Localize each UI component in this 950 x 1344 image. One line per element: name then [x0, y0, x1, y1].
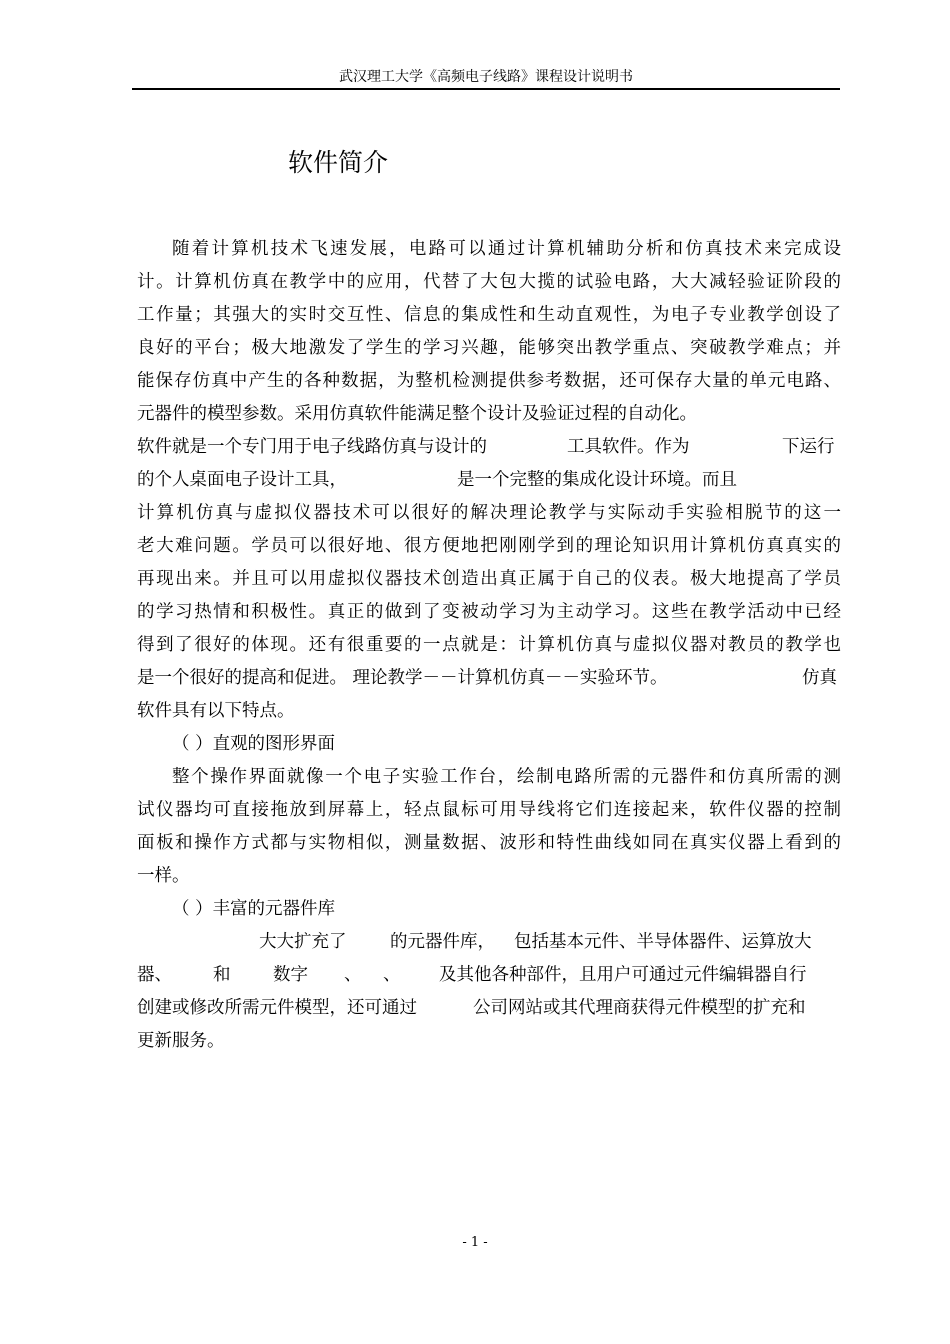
text-line: 老大难问题。学员可以很好地、很方便地把刚刚学到的理论知识用计算机仿真真实的: [137, 536, 841, 556]
text-line: 软件具有以下特点。: [137, 701, 295, 721]
text-line: 更新服务。: [137, 1031, 225, 1051]
text-segment: 数字: [273, 965, 308, 985]
text-line: 得到了很好的体现。还有很重要的一点就是：计算机仿真与虚拟仪器对教员的教学也: [137, 635, 841, 655]
text-line: 再现出来。并且可以用虚拟仪器技术创造出真正属于自己的仪表。极大地提高了学员: [137, 569, 841, 589]
text-line: 良好的平台；极大地激发了学生的学习兴趣，能够突出教学重点、突破教学难点；并: [137, 338, 841, 358]
text-segment: 大大扩充了: [259, 932, 347, 952]
text-line: 试仪器均可直接拖放到屏幕上，轻点鼠标可用导线将它们连接起来，软件仪器的控制: [137, 800, 841, 820]
text-segment: 的个人桌面电子设计工具，: [137, 470, 347, 490]
text-segment: 下运行: [782, 437, 835, 457]
text-line: [137, 926, 841, 959]
section-heading: （ ）直观的图形界面: [172, 734, 336, 754]
page-header: 武汉理工大学《高频电子线路》课程设计说明书: [132, 68, 840, 90]
page-title: 软件简介: [288, 148, 389, 177]
text-line: 面板和操作方式都与实物相似，测量数据、波形和特性曲线如同在真实仪器上看到的: [137, 833, 841, 853]
text-segment: 的元器件库，: [390, 932, 495, 952]
text-line: [137, 464, 841, 497]
text-segment: 和: [213, 965, 231, 985]
text-line: 计。计算机仿真在教学中的应用，代替了大包大揽的试验电路，大大减轻验证阶段的: [137, 272, 841, 292]
text-segment: 是一个很好的提高和促进。 理论教学－－计算机仿真－－实验环节。: [137, 668, 668, 688]
text-segment: 仿真: [802, 668, 837, 688]
text-line: 元器件的模型参数。采用仿真软件能满足整个设计及验证过程的自动化。: [137, 404, 697, 424]
text-line: 计算机仿真与虚拟仪器技术可以很好的解决理论教学与实际动手实验相脱节的这一: [137, 503, 841, 523]
page-number: - 1 -: [462, 1235, 488, 1250]
text-segment: 创建或修改所需元件模型，还可通过: [137, 998, 417, 1018]
text-line: [137, 992, 841, 1025]
text-segment: 、: [383, 965, 401, 985]
text-line: [137, 959, 841, 992]
text-line: 一样。: [137, 866, 190, 886]
text-line: [137, 431, 841, 464]
text-segment: 软件就是一个专门用于电子线路仿真与设计的: [137, 437, 487, 457]
text-line: 的学习热情和积极性。真正的做到了变被动学习为主动学习。这些在教学活动中已经: [137, 602, 841, 622]
text-line: [137, 662, 841, 695]
body-content: [137, 233, 841, 1058]
text-segment: 公司网站或其代理商获得元件模型的扩充和: [473, 998, 806, 1018]
text-line: 随着计算机技术飞速发展，电路可以通过计算机辅助分析和仿真技术来完成设: [172, 239, 841, 259]
text-segment: 、: [344, 965, 362, 985]
text-line: 整个操作界面就像一个电子实验工作台，绘制电路所需的元器件和仿真所需的测: [172, 767, 841, 787]
text-segment: 包括基本元件、半导体器件、运算放大: [514, 932, 812, 952]
text-segment: 是一个完整的集成化设计环境。而且: [457, 470, 737, 490]
text-segment: 器、: [137, 965, 172, 985]
text-segment: 工具软件。作为: [567, 437, 690, 457]
text-line: 工作量；其强大的实时交互性、信息的集成性和生动直观性，为电子专业教学创设了: [137, 305, 841, 325]
section-heading: （ ）丰富的元器件库: [172, 899, 336, 919]
text-segment: 及其他各种部件，且用户可通过元件编辑器自行: [439, 965, 807, 985]
text-line: 能保存仿真中产生的各种数据，为整机检测提供参考数据，还可保存大量的单元电路、: [137, 371, 841, 391]
